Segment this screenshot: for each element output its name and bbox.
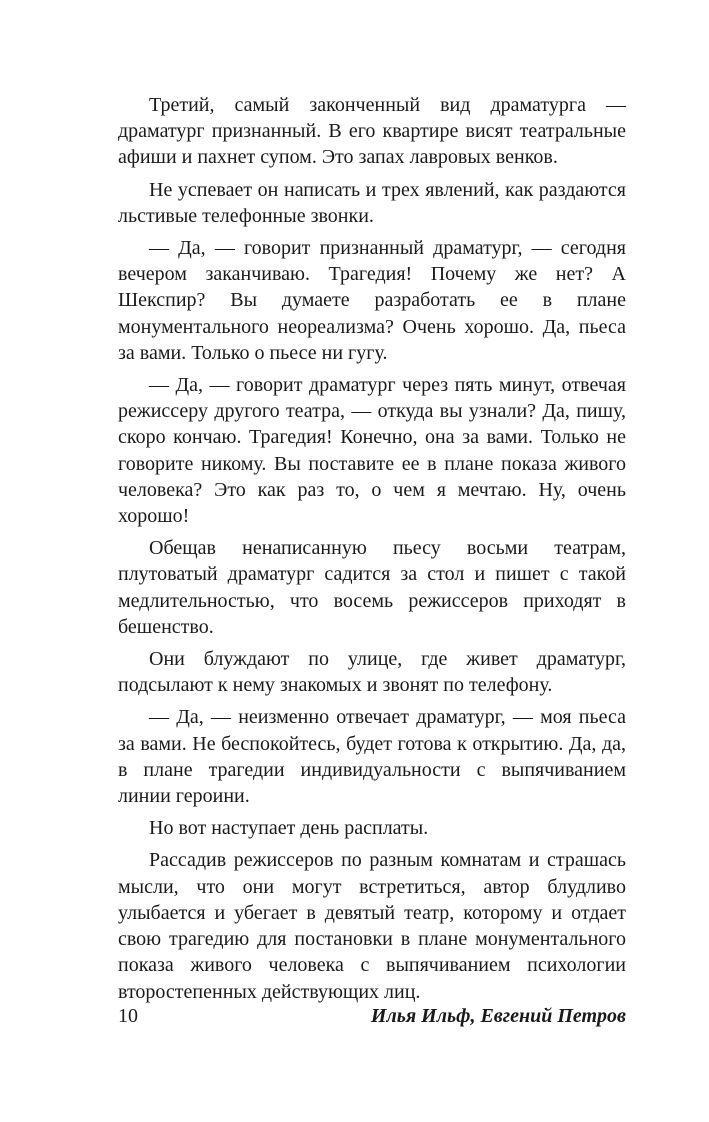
paragraph: Рассадив режиссеров по разным комнатам и страшась мысли, что они могут встретиться, автор блудливо улыбается и убегает в девятый театр, которому и отдает свою трагедию для постановки в плане монументального показа живого человека с выпячиванием психологии второстепенных действующих лиц. bbox=[118, 849, 626, 1003]
paragraph: Третий, самый законченный вид драматурга — драматург признанный. В его квартире висят театральные афиши и пахнет супом. Это запах лавровых венков. bbox=[118, 94, 626, 169]
page-number: 10 bbox=[118, 1005, 138, 1027]
paragraph: — Да, — неизменно отвечает драматург, — моя пьеса за вами. Не беспокойтесь, будет готова к открытию. Да, да, в плане трагедии индивидуальности с выпячиванием линии героини. bbox=[118, 706, 626, 808]
paragraph: Обещав ненаписанную пьесу восьми театрам, плутоватый драматург садится за стол и пишет с такой медлительностью, что восемь режиссеров приходят в бешенство. bbox=[118, 537, 626, 638]
paragraph: Они блуждают по улице, где живет драматург, подсылают к нему знакомых и звонят по телефону. bbox=[118, 648, 626, 697]
paragraph: — Да, — говорит признанный драматург, — сегодня вечером заканчиваю. Трагедия! Почему же нет? А Шекспир? Вы думаете разработать ее в плане монументального неореализма? Очень хорошо. Да, пьеса за вами. Только о пьесе ни гугу. bbox=[118, 237, 626, 364]
running-footer-author: Илья Ильф, Евгений Петров bbox=[370, 1005, 626, 1027]
paragraph: Не успевает он написать и трех явлений, как раздаются льстивые телефонные звонки. bbox=[118, 178, 626, 227]
body-text bbox=[118, 92, 626, 1011]
paragraph: Но вот наступает день расплаты. bbox=[149, 817, 429, 840]
paragraph: — Да, — говорит драматург через пять минут, отвечая режиссеру другого театра, — откуда вы узнали? Да, пишу, скоро кончаю. Трагедия! Конечно, она за вами. Только не говорите никому. Вы поставите ее в плане показа живого человека? Это как раз то, о чем я мечтаю. Ну, очень хорошо! bbox=[118, 374, 626, 528]
page-footer bbox=[118, 1005, 626, 1033]
